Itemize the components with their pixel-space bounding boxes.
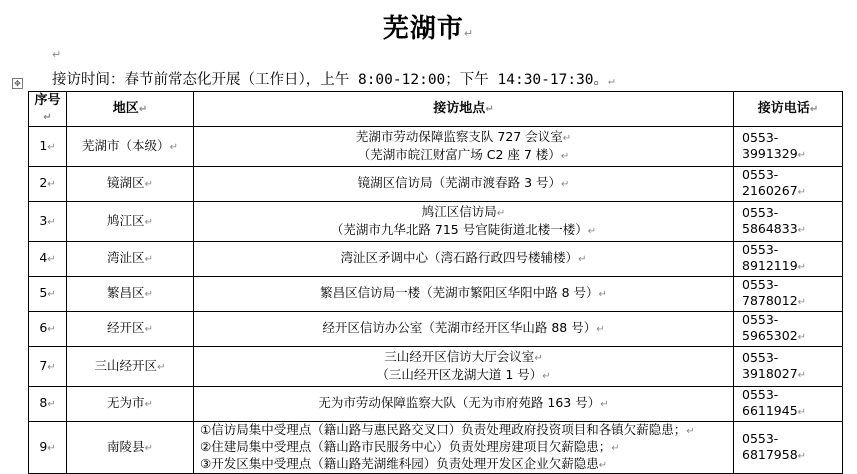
cell-phone: 0553-3918027↵ (734, 347, 843, 387)
cell-location (194, 277, 734, 312)
table-row (29, 127, 843, 167)
cell-location (194, 202, 734, 242)
table-row (29, 167, 843, 202)
cell-location (194, 312, 734, 347)
cell-no: 9↵ (29, 422, 67, 474)
table-row (29, 347, 843, 387)
table-row (29, 202, 843, 242)
paragraph-mark: ↵ (52, 48, 62, 61)
table-move-handle-icon[interactable]: ✥ (12, 78, 23, 89)
cell-location (194, 127, 734, 167)
cell-no: 1↵ (29, 127, 67, 167)
cell-phone: 0553-2160267↵ (734, 167, 843, 202)
location-line: 湾沚区矛调中心（湾石路行政四号楼辅楼）↵ (340, 250, 587, 265)
cell-phone: 0553-5864833↵ (734, 202, 843, 242)
table-header-row (29, 92, 843, 127)
header-phone: 接访电话↵ (734, 92, 843, 127)
cell-phone: 0553-7878012↵ (734, 277, 843, 312)
page-title: 芜湖市↵ (382, 14, 475, 44)
location-line: 芜湖市劳动保障监察支队 727 会议室↵ (355, 128, 572, 144)
cell-no: 7↵ (29, 347, 67, 387)
location-line: （三山经开区龙湖大道 1 号）↵ (376, 366, 551, 382)
cell-location (194, 242, 734, 277)
table-row (29, 422, 843, 474)
cell-area: 南陵县↵ (67, 422, 194, 474)
header-area: 地区↵ (67, 92, 194, 127)
cell-no: 3↵ (29, 202, 67, 242)
cell-phone: 0553-5965302↵ (734, 312, 843, 347)
table-row (29, 312, 843, 347)
cell-area: 镜湖区↵ (67, 167, 194, 202)
cell-no: 5↵ (29, 277, 67, 312)
cell-area: 湾沚区↵ (67, 242, 194, 277)
location-line: 镜湖区信访局（芜湖市渡春路 3 号）↵ (357, 175, 570, 190)
location-line: 繁昌区信访局一楼（芜湖市繁阳区华阳中路 8 号）↵ (320, 285, 607, 300)
cell-phone: 0553-6611945↵ (734, 387, 843, 422)
cell-no: 2↵ (29, 167, 67, 202)
cell-phone: 0553-6817958↵ (734, 422, 843, 474)
cell-no: 8↵ (29, 387, 67, 422)
location-line: ②住建局集中受理点（籍山路市民服务中心）负责处理房建项目欠薪隐患；↵ (200, 439, 620, 454)
location-line: 无为市劳动保障监察大队（无为市府苑路 163 号）↵ (318, 395, 609, 410)
cell-location (194, 422, 734, 474)
table-row (29, 387, 843, 422)
location-line: 经开区信访办公室（芜湖市经开区华山路 88 号）↵ (322, 320, 605, 335)
location-line: 三山经开区信访大厅会议室↵ (384, 348, 543, 364)
cell-phone: 0553-8912119↵ (734, 242, 843, 277)
cell-area: 芜湖市（本级）↵ (67, 127, 194, 167)
cell-area: 经开区↵ (67, 312, 194, 347)
cell-location (194, 387, 734, 422)
location-line: （芜湖市皖江财富广场 C2 座 7 楼）↵ (357, 146, 570, 162)
cell-area: 鸠江区↵ (67, 202, 194, 242)
header-no: 序号↵ (29, 92, 67, 127)
cell-no: 6↵ (29, 312, 67, 347)
location-line: ③开发区集中受理点（籍山路芜湖维科园）负责处理开发区企业欠薪隐患↵ (200, 456, 608, 471)
location-line: ①信访局集中受理点（籍山路与惠民路交叉口）负责处理政府投资项目和各镇欠薪隐患；↵ (200, 422, 695, 437)
cell-area: 三山经开区↵ (67, 347, 194, 387)
reception-table (28, 91, 843, 474)
cell-location (194, 167, 734, 202)
table-row (29, 242, 843, 277)
cell-location (194, 347, 734, 387)
table-row (29, 277, 843, 312)
location-line: 鸠江区信访局↵ (421, 203, 506, 219)
reception-time-text: 接访时间：春节前常态化开展（工作日），上午 8:00-12:00；下午 14:30-17:30。↵ (52, 72, 615, 88)
location-line: （芜湖市九华北路 715 号官陡街道北楼一楼）↵ (330, 221, 597, 237)
cell-area: 繁昌区↵ (67, 277, 194, 312)
cell-area: 无为市↵ (67, 387, 194, 422)
header-location: 接访地点↵ (194, 92, 734, 127)
cell-phone: 0553-3991329↵ (734, 127, 843, 167)
cell-no: 4↵ (29, 242, 67, 277)
